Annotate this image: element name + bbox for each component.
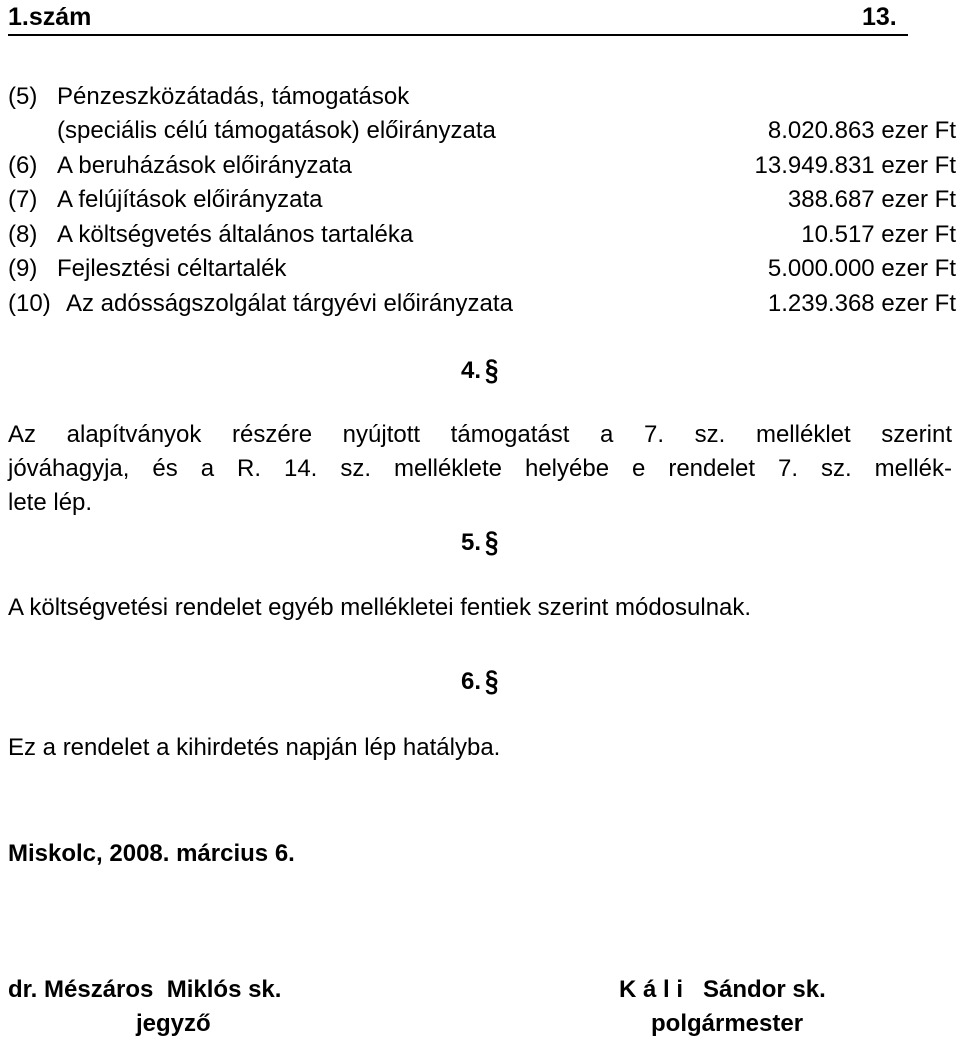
- section-5-number: 5.: [461, 529, 482, 556]
- section-6-number: 6.: [461, 668, 482, 695]
- header-rule: [8, 34, 908, 36]
- budget-item-9-number: (9): [8, 255, 38, 282]
- section-4-line-1: Az alapítványok részére nyújtott támogatást a 7. sz. melléklet szerint: [8, 421, 952, 448]
- section-4-heading: [461, 353, 499, 388]
- budget-item-10-number: (10): [8, 290, 51, 317]
- budget-item-7-label: A felújítások előirányzata: [57, 186, 323, 213]
- signature-right-title: polgármester: [651, 1010, 804, 1037]
- signature-left-name: dr. Mészáros Miklós sk.: [8, 976, 282, 1003]
- place-date: Miskolc, 2008. március 6.: [8, 840, 295, 867]
- signature-right-name: K á l i Sándor sk.: [619, 976, 826, 1003]
- budget-item-5-number: (5): [8, 83, 38, 110]
- section-5-heading: [461, 525, 499, 560]
- budget-item-9-value: 5.000.000 ezer Ft: [767, 255, 956, 282]
- section-6-text: Ez a rendelet a kihirdetés napján lép hatályba.: [8, 734, 501, 761]
- budget-item-7-value: 388.687 ezer Ft: [787, 186, 956, 213]
- budget-item-10-label: Az adósságszolgálat tárgyévi előirányzata: [66, 290, 513, 317]
- section-sign-icon: §: [485, 353, 499, 388]
- section-6-heading: [461, 664, 499, 699]
- signature-left-title: jegyző: [136, 1010, 211, 1037]
- budget-item-9-label: Fejlesztési céltartalék: [57, 255, 287, 282]
- section-5-text: A költségvetési rendelet egyéb mellékletei fentiek szerint módosulnak.: [8, 594, 752, 621]
- budget-item-8-label: A költségvetés általános tartaléka: [57, 221, 414, 248]
- section-sign-icon: §: [485, 525, 499, 560]
- section-sign-icon: §: [485, 664, 499, 699]
- issue-number: 1.szám: [8, 3, 92, 31]
- budget-item-5-label: Pénzeszközátadás, támogatások: [57, 83, 410, 110]
- budget-item-5-label-cont: (speciális célú támogatások) előirányzata: [57, 117, 496, 144]
- budget-item-8-value: 10.517 ezer Ft: [801, 221, 956, 248]
- budget-item-6-value: 13.949.831 ezer Ft: [754, 152, 956, 179]
- budget-item-5-value: 8.020.863 ezer Ft: [767, 117, 956, 144]
- section-4-line-3: lete lép.: [8, 489, 93, 516]
- budget-item-8-number: (8): [8, 221, 38, 248]
- page-number: 13.: [862, 3, 897, 31]
- section-4-line-2: jóváhagyja, és a R. 14. sz. melléklete helyébe e rendelet 7. sz. mellék-: [8, 455, 952, 482]
- section-4-number: 4.: [461, 357, 482, 384]
- budget-item-6-label: A beruházások előirányzata: [57, 152, 352, 179]
- budget-item-6-number: (6): [8, 152, 38, 179]
- budget-item-10-value: 1.239.368 ezer Ft: [767, 290, 956, 317]
- budget-item-7-number: (7): [8, 186, 38, 213]
